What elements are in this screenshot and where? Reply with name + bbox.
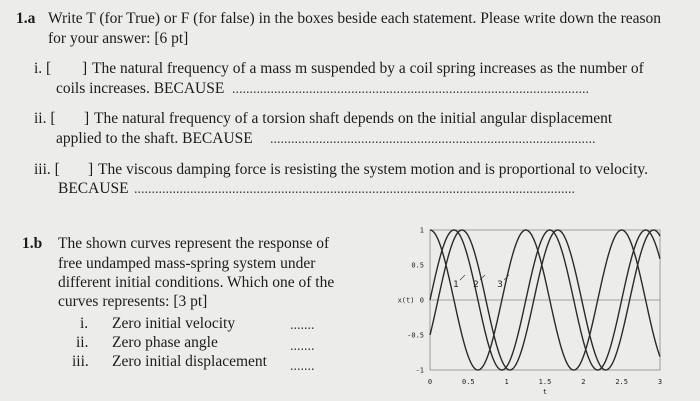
- option-ii-answer[interactable]: .......: [290, 339, 315, 354]
- y-tick-label: 0: [419, 296, 424, 305]
- statement-i-bracket-close: ]: [82, 60, 88, 77]
- statement-iii-label: iii. [: [34, 161, 60, 178]
- y-tick-label: 0.5: [411, 261, 424, 270]
- curve-3: [430, 230, 660, 370]
- curve-label-connector-2: [480, 275, 485, 280]
- statement-iii-reason-line[interactable]: ..............................................................................................................................: [134, 182, 575, 197]
- curve-label-2: 2: [473, 280, 479, 290]
- x-tick-label: 1.5: [538, 378, 552, 386]
- statement-ii-reason-line[interactable]: .............................................................................................: [270, 132, 596, 147]
- curve-1: [430, 230, 660, 370]
- question-1b-number: 1.b: [22, 235, 43, 252]
- statement-ii-label: ii. [: [34, 110, 56, 127]
- curve-label-connector-1: [460, 275, 465, 280]
- x-tick-label: 0: [427, 378, 433, 386]
- option-iii-label: iii.: [72, 353, 89, 370]
- option-i-label: i.: [80, 315, 89, 332]
- option-i-answer[interactable]: .......: [290, 318, 315, 333]
- statement-i-reason-line[interactable]: ......................................................................................................: [232, 82, 589, 97]
- x-tick-label: 2: [581, 378, 586, 386]
- option-i-text: Zero initial velocity: [112, 315, 236, 332]
- statement-ii-bracket-close: ]: [84, 110, 90, 127]
- statement-iii-text-line1: The viscous damping force is resisting the system motion and is proportional to velocity.: [98, 161, 649, 178]
- y-tick-label: -0.5: [407, 331, 424, 340]
- statement-ii-text-line1: The natural frequency of a torsion shaft depends on the initial angular displacement: [94, 110, 613, 127]
- x-tick-label: 1: [504, 378, 509, 386]
- curve-label-connector-3: [504, 275, 509, 280]
- curve-2: [430, 230, 660, 370]
- question-1a-instruction-line1: Write T (for True) or F (for false) in the boxes beside each statement. Please write down the reason: [48, 10, 662, 27]
- y-tick-label: -1: [415, 366, 424, 375]
- question-1b-text-line1: The shown curves represent the response of: [58, 235, 330, 252]
- x-axis-label: t: [542, 388, 548, 396]
- statement-iii-answer-box[interactable]: [72, 161, 86, 179]
- x-tick-label: 2.5: [615, 378, 628, 386]
- x-tick-label: 0.5: [462, 378, 475, 386]
- statement-iii-text-line2: BECAUSE: [58, 180, 129, 197]
- question-1b-text-line2: free undamped mass-spring system under: [58, 255, 316, 272]
- curve-label-3: 3: [497, 280, 503, 290]
- option-ii-label: ii.: [76, 334, 89, 351]
- question-1a-number: 1.a: [16, 10, 36, 27]
- plot-frame: [430, 230, 660, 370]
- y-tick-label: 1: [419, 226, 424, 235]
- curve-label-1: 1: [453, 280, 459, 290]
- y-axis-label: x(t): [397, 296, 415, 305]
- statement-ii-text-line2: applied to the shaft. BECAUSE: [56, 130, 253, 147]
- statement-ii-answer-box[interactable]: [64, 110, 82, 128]
- question-1a-instruction-line2: for your answer: [6 pt]: [48, 30, 189, 47]
- option-iii-text: Zero initial displacement: [112, 353, 267, 370]
- statement-i-text-line1: The natural frequency of a mass m suspended by a coil spring increases as the number of: [92, 60, 644, 77]
- option-ii-text: Zero phase angle: [112, 334, 218, 351]
- x-tick-label: 3: [657, 378, 663, 386]
- option-iii-answer[interactable]: .......: [290, 359, 315, 374]
- question-1b-text-line4: curves represents: [3 pt]: [58, 293, 208, 310]
- statement-i-text-line2: coils increases. BECAUSE: [56, 80, 225, 97]
- statement-iii-bracket-close: ]: [88, 161, 94, 178]
- statement-i-answer-box[interactable]: [64, 60, 82, 78]
- question-1b-text-line3: different initial conditions. Which one of the: [58, 274, 335, 291]
- statement-i-label: i. [: [34, 60, 52, 77]
